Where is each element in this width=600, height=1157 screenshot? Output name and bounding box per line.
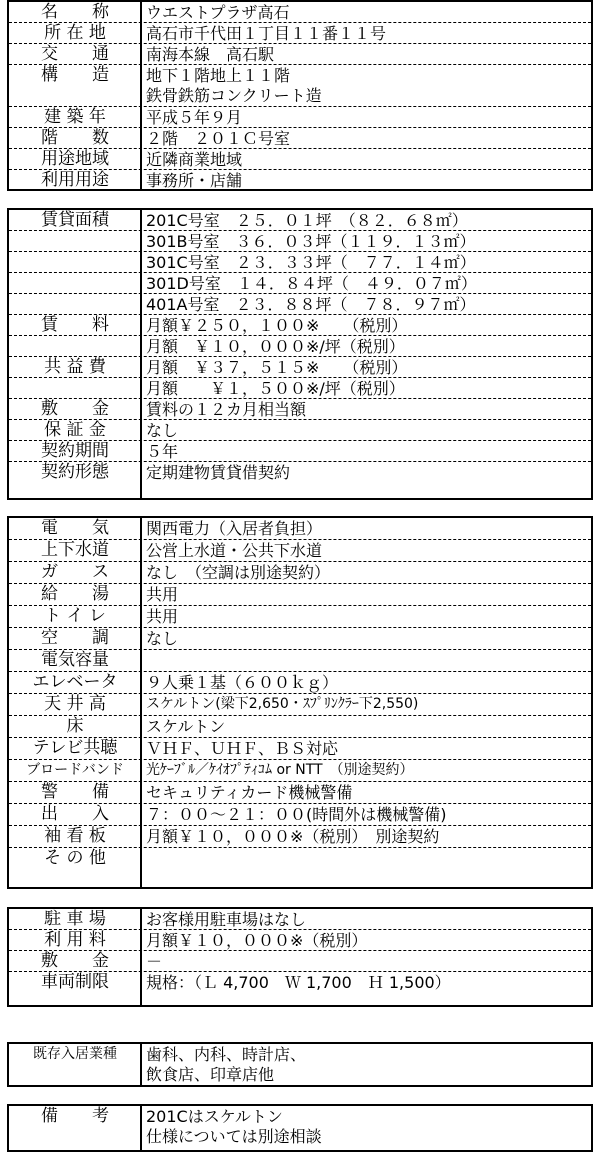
row-tv [9,738,591,760]
row-other [9,848,591,887]
value-area-301c: 301C号室 ２３．３３坪（ ７７．１４㎡） [146,253,476,272]
label-gas: ガ ス [41,562,109,582]
value-deposit: 賃料の１２カ月相当額 [146,400,307,419]
label-security: 警 備 [41,782,109,802]
value-parking-fee: 月額￥１０，０００※（税別） [146,931,368,950]
value-rent-per-tsubo: 月額 ￥１０，０００※/坪（税別） [146,337,405,356]
label-deposit: 敷 金 [41,399,109,419]
value-aircon: なし [146,629,179,648]
value-security: セキュリティカード機械警備 [146,783,353,802]
label-water: 上下水道 [41,540,109,560]
row-area-301b [9,231,591,252]
value-parking-deposit: － [146,952,163,971]
label-contract-type: 契約形態 [41,462,109,482]
row-ceiling [9,694,591,716]
row-parking-deposit [9,951,591,972]
parking-table [7,907,593,1007]
row-common [9,357,591,378]
row-deposit [9,399,591,420]
remarks-table [7,1104,593,1152]
label-elevator: エレベータ [32,672,118,692]
label-parking-fee: 利 用 料 [44,930,106,950]
value-use: 事務所・店舗 [146,171,243,190]
label-guarantee: 保 証 金 [44,420,106,440]
label-capacity: 電気容量 [41,650,109,670]
value-access: ７：００～２１：００(時間外は機械警備) [146,805,447,824]
row-remarks [9,1106,591,1150]
row-parking-lot [9,909,591,930]
value-toilet: 共用 [146,607,179,626]
value-area-301d: 301D号室 １４．８４坪（ ４９．０７㎡） [146,274,477,293]
value-structure-2: 鉄骨鉄筋コンクリート造 [146,86,322,105]
row-toilet [9,606,591,628]
label-address: 所 在 地 [44,23,106,43]
value-structure-1: 地下１階地上１１階 [146,66,291,85]
row-use [9,170,591,191]
row-zoning [9,149,591,170]
row-common-per-tsubo [9,378,591,399]
value-remarks-1: 201Cはスケルトン [146,1107,283,1126]
value-tenants-2: 飲食店、印章店他 [146,1065,275,1084]
row-area-301c [9,252,591,273]
row-floor [9,128,591,149]
row-floor-finish [9,716,591,738]
label-ceiling: 天 井 高 [44,694,106,714]
label-floor-finish: 床 [66,716,84,736]
lease-terms-table [7,208,593,500]
row-security [9,782,591,804]
row-area-301d [9,273,591,294]
row-period [9,441,591,462]
label-sign: 袖 看 板 [44,826,106,846]
row-area-401a [9,294,591,315]
row-broadband [9,760,591,782]
value-capacity [146,650,589,671]
row-rent-per-tsubo [9,336,591,357]
row-sign [9,826,591,848]
value-area-401a: 401A号室 ２３．８８坪（ ７８．９７㎡） [146,295,476,314]
value-period: ５年 [146,442,179,461]
row-guarantee [9,420,591,441]
label-floor: 階 数 [41,128,109,148]
row-name [9,2,591,23]
value-tenants-1: 歯科、内科、時計店、 [146,1045,307,1064]
value-elevator: ９人乗１基（６００ｋｇ） [146,673,339,692]
value-floor-finish: スケルトン [146,717,226,736]
facilities-table [7,516,593,889]
value-broadband: 光ｹｰﾌﾞﾙ／ｹｲｵﾌﾟﾃｨｺﾑ or NTT （別途契約） [146,762,414,778]
value-area-301b: 301B号室 ３６．０３坪（１１９．１３㎡） [146,232,476,251]
label-area: 賃貸面積 [41,210,109,230]
label-vehicle-limit: 車両制限 [41,972,109,992]
label-period: 契約期間 [41,441,109,461]
value-zoning: 近隣商業地域 [146,150,243,169]
value-area-201c: 201C号室 ２５．０１坪 （８２．６８㎡） [146,211,468,230]
row-electric [9,518,591,540]
value-other [146,848,589,869]
value-remarks-2: 仕様については別途相談 [146,1127,322,1146]
label-built: 建 築 年 [44,107,106,127]
label-structure: 構 造 [41,65,109,85]
row-parking-fee [9,930,591,951]
row-rent [9,315,591,336]
value-hotwater: 共用 [146,585,179,604]
value-common-total: 月額 ￥３７，５１５※ （税別） [146,358,408,377]
value-common-per-tsubo: 月額 ￥１，５００※/坪（税別） [146,379,405,398]
row-contract-type [9,462,591,498]
row-gas [9,562,591,584]
label-common: 共 益 費 [44,357,106,377]
row-address [9,23,591,44]
value-electric: 関西電力（入居者負担） [146,519,323,538]
label-tenants: 既存入居業種 [33,1046,117,1062]
row-vehicle-limit [9,972,591,1005]
row-water [9,540,591,562]
row-capacity [9,650,591,672]
label-tv: テレビ共聴 [32,738,118,758]
row-elevator [9,672,591,694]
value-sign: 月額￥１０，０００※（税別） 別途契約 [146,827,440,846]
label-zoning: 用途地域 [41,149,109,169]
tenants-table [7,1042,593,1087]
row-aircon [9,628,591,650]
label-parking-deposit: 敷 金 [41,951,109,971]
label-rent: 賃 料 [41,315,109,335]
value-parking-lot: お客様用駐車場はなし [146,910,307,929]
row-transport [9,44,591,65]
value-gas: なし （空調は別途契約） [146,563,331,582]
value-water: 公営上水道・公共下水道 [146,541,323,560]
row-access [9,804,591,826]
label-access: 出 入 [41,804,109,824]
value-vehicle-limit: 規格：（Ｌ 4,700 Ｗ 1,700 Ｈ 1,500） [146,973,451,992]
property-overview-table [7,0,593,191]
label-toilet: ト イ レ [44,606,106,626]
value-tv: ＶＨＦ、ＵＨＦ、ＢＳ対応 [146,739,339,758]
value-guarantee: なし [146,421,179,440]
value-transport: 南海本線 高石駅 [146,45,275,64]
row-built [9,107,591,128]
value-ceiling: スケルトン(梁下2,650・ｽﾌﾟﾘﾝｸﾗｰ下2,550) [146,696,419,712]
row-area [9,210,591,231]
label-broadband: ブロードバンド [26,762,124,778]
value-rent-total: 月額￥２５０，１００※ （税別） [146,316,408,335]
value-floor: ２階 ２０１Ｃ号室 [146,129,291,148]
label-remarks: 備 考 [41,1106,109,1126]
label-other: そ の 他 [44,848,106,868]
row-structure [9,65,591,107]
row-hotwater [9,584,591,606]
label-use: 利用用途 [41,170,109,190]
label-electric: 電 気 [41,518,109,538]
value-built: 平成５年９月 [146,108,243,127]
label-hotwater: 給 湯 [41,584,109,604]
label-aircon: 空 調 [41,628,109,648]
label-name: 名 称 [41,2,109,22]
row-tenants [9,1044,591,1085]
value-contract-type: 定期建物賃貸借契約 [146,463,291,482]
label-transport: 交 通 [41,44,109,64]
value-name: ウエストプラザ高石 [146,3,290,22]
label-parking-lot: 駐 車 場 [44,909,106,929]
value-address: 高石市千代田１丁目１１番１１号 [146,24,387,43]
